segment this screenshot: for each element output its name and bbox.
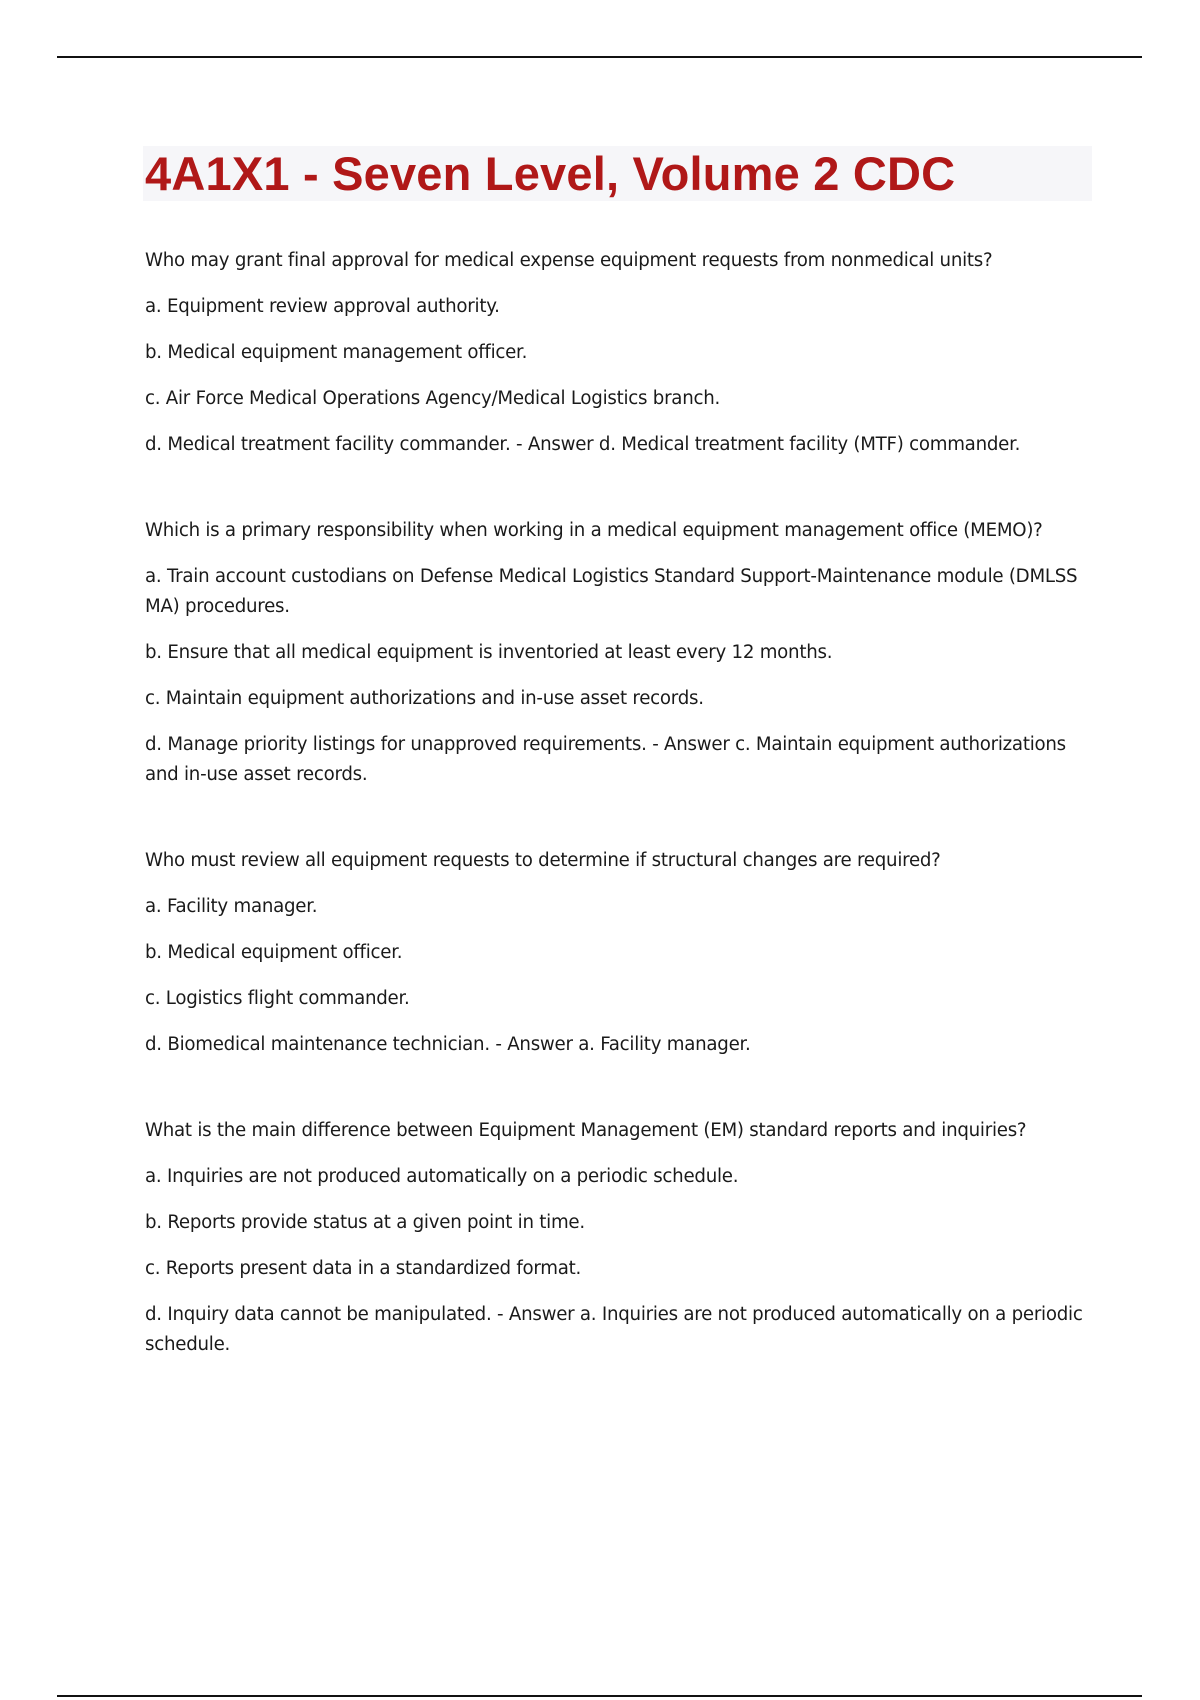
answer-option: b. Medical equipment officer. <box>145 942 403 963</box>
question-text: What is the main difference between Equipment Management (EM) standard reports and inquiries? <box>145 1120 1027 1141</box>
top-rule <box>57 56 1142 58</box>
question-block <box>145 516 1095 790</box>
question-text: Who may grant final approval for medical expense equipment requests from nonmedical units? <box>145 250 993 271</box>
answer-option: b. Reports provide status at a given point in time. <box>145 1212 585 1233</box>
answer-option: a. Equipment review approval authority. <box>145 296 500 317</box>
answer-option: a. Train account custodians on Defense Medical Logistics Standard Support-Maintenance module (DMLSS MA) procedures. <box>145 566 1078 617</box>
answer-option: c. Air Force Medical Operations Agency/Medical Logistics branch. <box>145 388 721 409</box>
question-text: Who must review all equipment requests to determine if structural changes are required? <box>145 850 941 871</box>
answer-option: d. Inquiry data cannot be manipulated. - Answer a. Inquiries are not produced automatically on a periodic schedule. <box>145 1304 1083 1355</box>
answer-option: c. Reports present data in a standardized format. <box>145 1258 582 1279</box>
answer-option: c. Logistics flight commander. <box>145 988 410 1009</box>
answer-option: d. Biomedical maintenance technician. - Answer a. Facility manager. <box>145 1034 751 1055</box>
answer-option: a. Facility manager. <box>145 896 318 917</box>
question-block <box>145 846 1095 1060</box>
document-title: 4A1X1 - Seven Level, Volume 2 CDC <box>145 147 956 200</box>
answer-option: a. Inquiries are not produced automatically on a periodic schedule. <box>145 1166 739 1187</box>
bottom-rule <box>57 1695 1142 1697</box>
question-block <box>145 246 1095 460</box>
answer-option: b. Ensure that all medical equipment is inventoried at least every 12 months. <box>145 642 833 663</box>
answer-option: d. Manage priority listings for unapproved requirements. - Answer c. Maintain equipment authorizations and in-use asset records. <box>145 734 1066 785</box>
question-block <box>145 1116 1095 1360</box>
answer-option: c. Maintain equipment authorizations and in-use asset records. <box>145 688 704 709</box>
answer-option: d. Medical treatment facility commander. - Answer d. Medical treatment facility (MTF) commander. <box>145 434 1021 455</box>
question-list <box>145 246 1095 1416</box>
answer-option: b. Medical equipment management officer. <box>145 342 528 363</box>
question-text: Which is a primary responsibility when working in a medical equipment management office (MEMO)? <box>145 520 1043 541</box>
